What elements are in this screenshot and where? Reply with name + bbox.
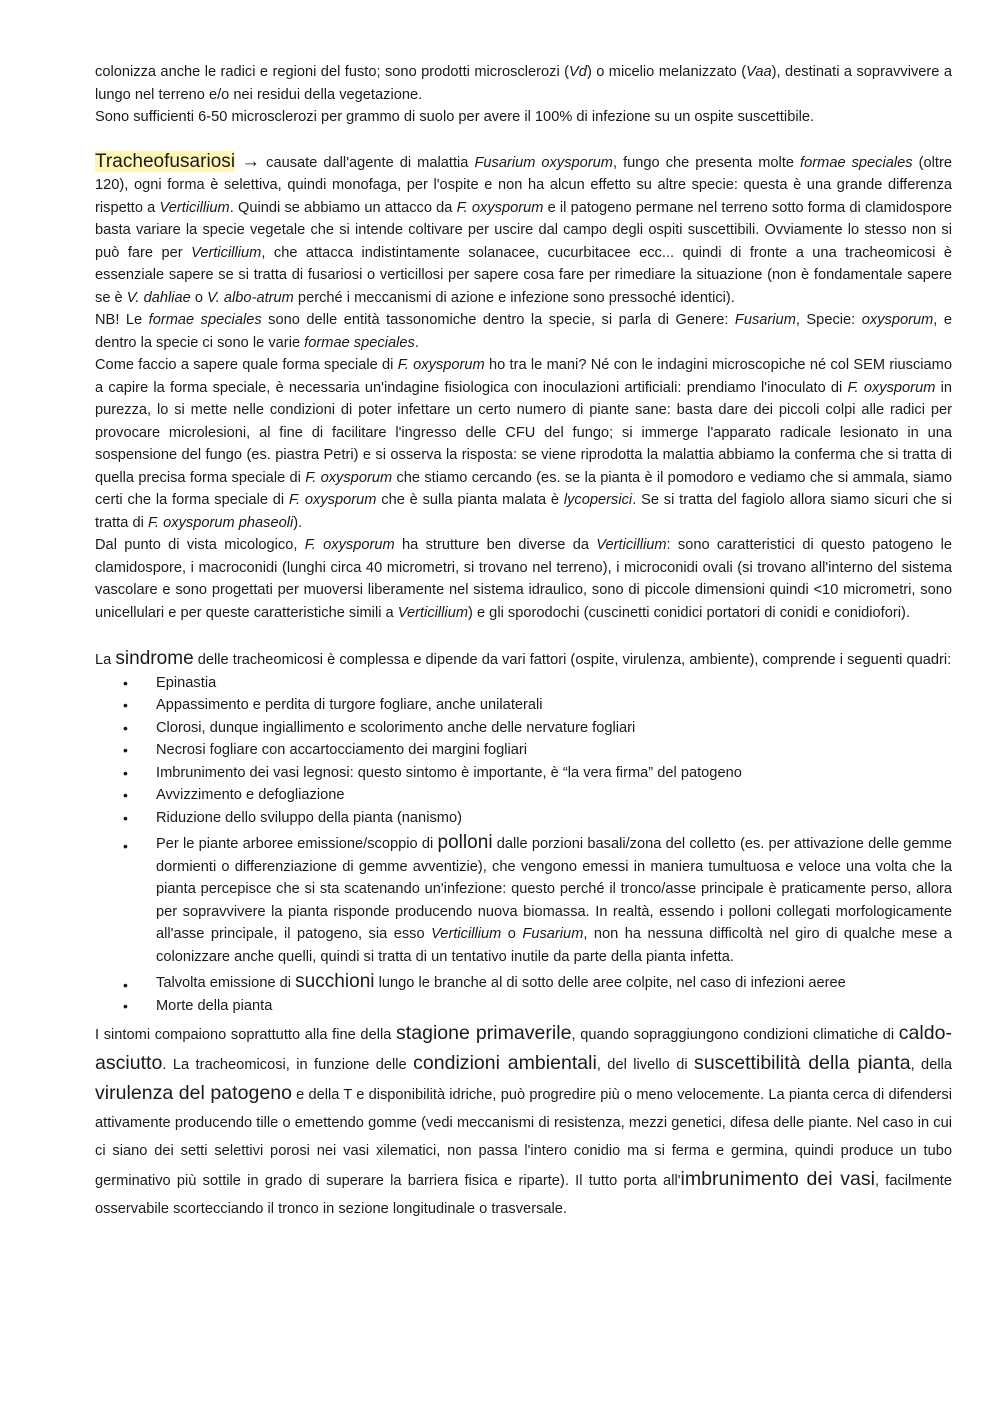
bullet-icon: • [123, 697, 128, 713]
keyword-condizioni: condizioni ambientali [413, 1052, 597, 1074]
sintomi-paragraph: I sintomi compaiono soprattutto alla fine della stagione primaverile, quando sopraggiungono condizioni climatiche di caldo-asciutto. La tracheomicosi, in funzione delle condizioni ambientali, del livello di suscettibilità della pianta, della virulenza del patogeno e della T e disponibilità idriche, può progredire più o meno velocemente. La pianta cerca di difendersi attivamente producendo tille o emettendo gomme (vedi meccanismi di resistenza, mezzi genetici, difesa delle piante. Nel caso in cui ci siano dei setti selettivi porosi nei vasi xilematici, non passa l'intero conidio ma si ferma e germina, quindi produce un tubo germinativo più sottile in grado di superare la barriera fisica e riparte). Il tutto porta all'imbrunimento dei vasi, facilmente osservabile scortecciando il tronco in sezione longitudinale o trasversale. [95, 1022, 952, 1217]
text: ) o micelio melanizzato ( [586, 64, 747, 80]
tracheofusariosi-paragraph: Tracheofusariosi → causate dall'agente di malattia Fusarium oxysporum, fungo che presenta molte formae speciales (oltre 120), ogni forma è selettiva, quindi monofaga, per l'ospite e non ha alcun effetto su altre specie: questa è una grande differenza rispetto a Verticillium. Quindi se abbiamo un attacco da F. oxysporum e il patogeno permane nel terreno sotto forma di clamidospore basta variare la specie vegetale che si intende coltivare per uscire dal campo degli ospiti suscettibili. Ovviamente lo stesso non si può fare per Verticillium, che attacca indistintamente solanacee, cucurbitacee ecc... quindi di fronte a una tracheomicosi è essenziale sapere se si tratta di fusariosi o verticillosi per sapere cosa fare per rimediare la situazione (non è fondamentale sapere se è V. dahliae o V. albo-atrum perché i meccanismi di azione e infezione sono pressoché identici). [95, 150, 953, 306]
list-item: • Epinastia [156, 672, 952, 695]
bullet-icon: • [123, 764, 128, 781]
nb-paragraph: NB! Le formae speciales sono delle entità tassonomiche dentro la specie, si parla di Genere: Fusarium, Specie: oxysporum, e dentro la specie ci sono le varie formae speciales. [95, 312, 952, 351]
arrow-icon: → [241, 150, 261, 172]
text: ), destinati a sopravvivere a lungo nel terreno e/o nei residui della vegetazione. [95, 64, 952, 103]
abbr-vd: Vd [569, 64, 587, 80]
list-item: • Appassimento e perdita di turgore fogliare, anche unilaterali [156, 694, 952, 717]
keyword-stagione: stagione primaverile [396, 1022, 572, 1044]
bullet-icon: • [123, 809, 128, 826]
text: colonizza anche le radici e regioni del fusto; sono prodotti microsclerozi ( [95, 64, 570, 80]
bullet-icon: • [123, 719, 128, 736]
bullet-icon: • [123, 997, 128, 1014]
list-item: • Talvolta emissione di succhioni lungo le branche al di sotto delle aree colpite, nel caso di infezioni aeree [156, 971, 952, 995]
section-heading-tracheofusariosi: Tracheofusariosi [95, 150, 236, 172]
list-item: • Avvizzimento e defogliazione [156, 784, 952, 807]
intro-paragraph-1 [95, 61, 952, 106]
list-item: • Necrosi fogliare con accartocciamento dei margini fogliari [156, 739, 952, 762]
micologico-paragraph: Dal punto di vista micologico, F. oxysporum ha strutture ben diverse da Verticillium: sono caratteristici di questo patogeno le clamidospore, i macroconidi (lunghi circa 40 micrometri, si trovano nel terreno), i microconidi ovali (si trovano all'interno del sistema vascolare e sono progettati per muoversi liberamente nel sistema idraulico, sono di piccole dimensioni quindi <10 micrometri, sono unicellulari e per queste caratteristiche simili a Verticillium) e gli sporodochi (cuscinetti conidici portatori di conidi e conidiofori). [95, 537, 952, 621]
symptoms-list [95, 672, 952, 1018]
list-item: • Clorosi, dunque ingiallimento e scolorimento anche delle nervature fogliari [156, 717, 952, 740]
bullet-icon: • [123, 838, 128, 854]
list-item: • Imbrunimento dei vasi legnosi: questo sintomo è importante, è “la vera firma” del patogeno [156, 762, 952, 785]
intro-paragraph-2: Sono sufficienti 6-50 microsclerozi per grammo di suolo per avere il 100% di infezione su un ospite suscettibile. [95, 109, 815, 125]
spacer [95, 624, 952, 648]
spacer [95, 129, 952, 151]
bullet-icon: • [123, 742, 128, 758]
bullet-icon: • [123, 674, 128, 691]
sindrome-paragraph: La sindrome delle tracheomicosi è complessa e dipende da vari fattori (ospite, virulenza, ambiente), comprende i seguenti quadri: [95, 648, 952, 669]
keyword-imbrunimento: imbrunimento dei vasi [680, 1168, 875, 1190]
keyword-sindrome: sindrome [115, 648, 194, 669]
bullet-icon: • [123, 787, 128, 803]
keyword-succhioni: succhioni [295, 971, 375, 992]
keyword-polloni: polloni [437, 832, 493, 853]
list-item: • Riduzione dello sviluppo della pianta (nanismo) [156, 807, 952, 830]
come-faccio-paragraph: Come faccio a sapere quale forma speciale di F. oxysporum ho tra le mani? Né con le indagini microscopiche né col SEM riusciamo a capire la forma speciale, è necessaria un'indagine fisiologica con inoculazioni artificiali: prendiamo l'inoculato di F. oxysporum in purezza, lo si mette nelle condizioni di poter infettare un certo numero di piante sane: basta dare dei piccoli colpi alle radici per provocare microlesioni, al fine di facilitare l'ingresso delle CFU del fungo; si immerge l'apparato radicale lesionato in una sospensione del fungo (es. piastra Petri) e si osserva la risposta: se viene riprodotta la malattia abbiamo la conferma che si tratta di quella precisa forma speciale di F. oxysporum che stiamo cercando (es. se la pianta è il pomodoro e vediamo che si ammala, siamo certi che la forma speciale di F. oxysporum che è sulla pianta malata è lycopersici. Se si tratta del fagiolo allora siamo sicuri che si tratta di F. oxysporum phaseoli). [95, 357, 952, 531]
keyword-caldo: caldo-asciutto [95, 1022, 952, 1074]
abbr-vaa: Vaa [746, 64, 772, 80]
keyword-virulenza: virulenza del patogeno [95, 1082, 292, 1104]
list-item: • Per le piante arboree emissione/scoppio di polloni dalle porzioni basali/zona del colletto (es. per attivazione delle gemme dormienti o differenziazione di gemme avventizie), che vengono emessi in maniera tumultuosa e veloce una volta che la pianta percepisce che si sta scatenando un'infezione: questo perché il tronco/asse principale è praticamente perso, allora per sopravvivere la pianta risponde producendo nuova biomassa. In realtà, essendo i polloni collegati morfologicamente all'asse principale, il patogeno, sia esso Verticillium o Fusarium, non ha nessuna difficoltà nel giro di qualche mese a colonizzare anche quelli, quindi si tratta di un tentativo inutile da parte della pianta infetta. [123, 832, 952, 965]
bullet-icon: • [123, 977, 128, 993]
list-item: • Morte della pianta [156, 995, 952, 1018]
keyword-suscettibilita: suscettibilità della pianta [694, 1052, 911, 1074]
